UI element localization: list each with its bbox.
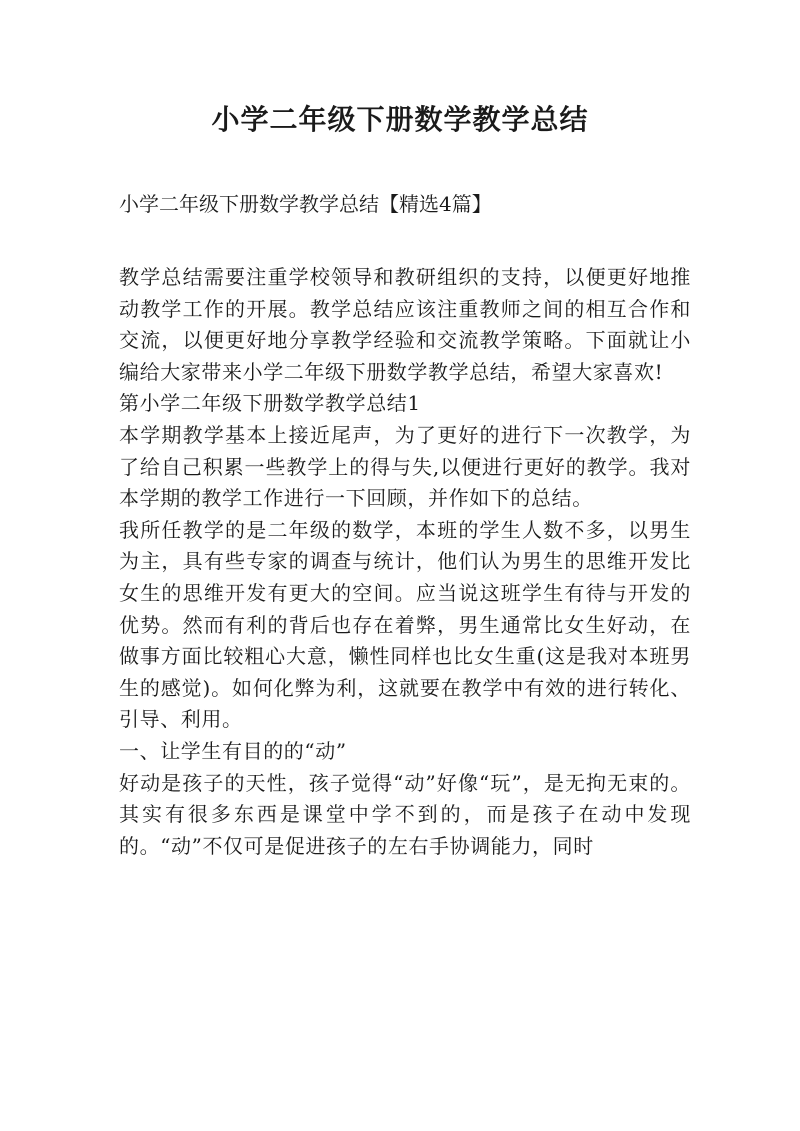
document-subtitle: 小学二年级下册数学教学总结【精选4篇】: [119, 192, 492, 216]
body-paragraph: 本学期教学基本上接近尾声，为了更好的进行下一次教学，为了给自己积累一些教学上的得与失,以便进行更好的教学。我对本学期的教学工作进行一下回顾，并作如下的总结。: [119, 422, 691, 511]
body-paragraph: 我所任教学的是二年级的数学，本班的学生人数不多，以男生为主，具有些专家的调查与统计，他们认为男生的思维开发比女生的思维开发有更大的空间。应当说这班学生有待与开发的优势。然而有利的背后也存在着弊，男生通常比女生好动，在做事方面比较粗心大意，懒性同样也比女生重(这是我对本班男生的感觉)。如何化弊为利，这就要在教学中有效的进行转化、引导、利用。: [119, 517, 691, 732]
document-title: 小学二年级下册数学教学总结: [211, 103, 589, 136]
subsection-heading: 一、让学生有目的的“动”: [119, 738, 347, 763]
body-paragraph: 好动是孩子的天性，孩子觉得“动”好像“玩”，是无拘无束的。其实有很多东西是课堂中学不到的，而是孩子在动中发现的。“动”不仅可是促进孩子的左右手协调能力，同时: [119, 770, 691, 858]
section-heading: 第小学二年级下册数学教学总结1: [119, 391, 421, 416]
intro-paragraph: 教学总结需要注重学校领导和教研组织的支持，以便更好地推动教学工作的开展。教学总结应该注重教师之间的相互合作和交流，以便更好地分享教学经验和交流教学策略。下面就让小编给大家带来小学二年级下册数学教学总结，希望大家喜欢!: [119, 265, 691, 384]
document-body: [119, 262, 691, 862]
